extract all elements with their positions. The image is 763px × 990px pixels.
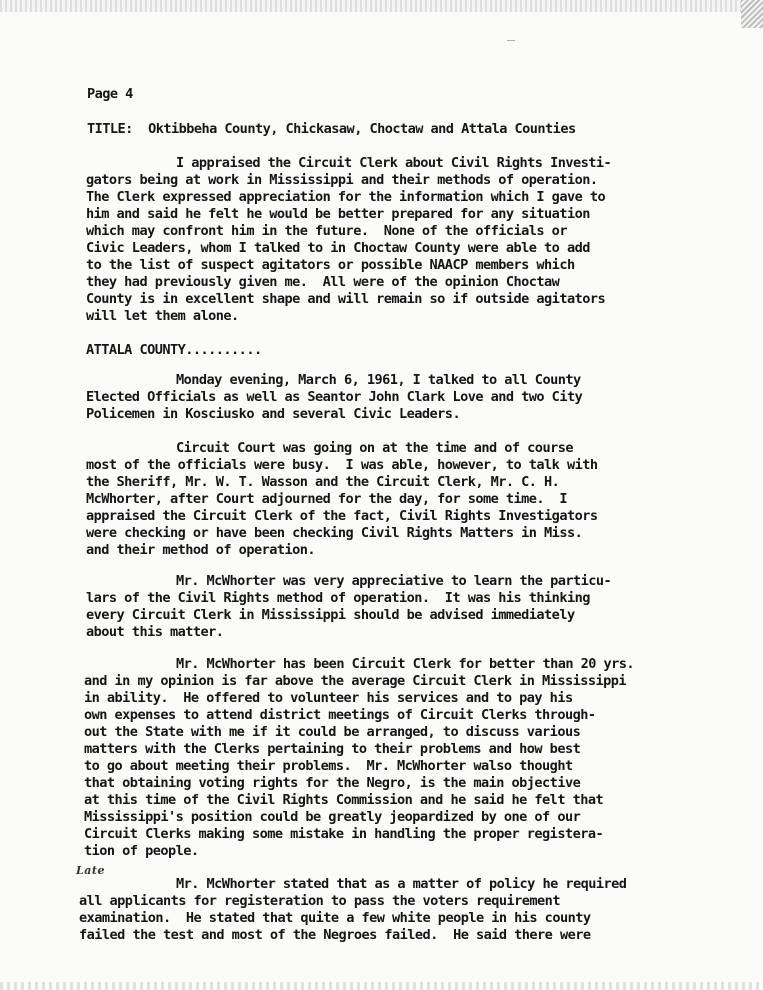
margin-note: Late xyxy=(76,864,105,877)
scan-corner-mark xyxy=(741,0,763,28)
scan-top-edge xyxy=(0,0,763,12)
text-line: appraised the Circuit Clerk of the fact, Civil Rights Investigators xyxy=(86,508,598,524)
text-line: Elected Officials as well as Seantor John Clark Love and two City xyxy=(86,389,583,405)
text-line: and their method of operation. xyxy=(86,542,316,558)
text-line: Monday evening, March 6, 1961, I talked to all County xyxy=(176,372,581,388)
text-line: tion of people. xyxy=(84,843,199,859)
text-line: most of the officials were busy. I was able, however, to talk with xyxy=(86,457,598,473)
text-line: out the State with me if it could be arranged, to discuss various xyxy=(84,724,581,740)
text-line: to the list of suspect agitators or possible NAACP members which xyxy=(86,257,575,273)
text-line: Mr. McWhorter stated that as a matter of policy he required xyxy=(176,876,627,892)
text-line: Mississippi's position could be greatly jeopardized by one of our xyxy=(84,809,581,825)
section-heading: ATTALA COUNTY.......... xyxy=(86,342,262,358)
text-line: that obtaining voting rights for the Negro, is the main objective xyxy=(84,775,581,791)
text-line: in ability. He offered to volunteer his services and to pay his xyxy=(84,690,573,706)
text-line: him and said he felt he would be better prepared for any situation xyxy=(86,206,590,222)
text-line: all applicants for registeration to pass the voters requirement xyxy=(79,893,560,909)
text-line: at this time of the Civil Rights Commission and he said he felt that xyxy=(84,792,604,808)
scan-speck xyxy=(507,40,515,41)
text-line: Mr. McWhorter was very appreciative to learn the particu- xyxy=(176,573,612,589)
text-line: matters with the Clerks pertaining to their problems and how best xyxy=(84,741,581,757)
text-line: Policemen in Kosciusko and several Civic Leaders. xyxy=(86,406,461,422)
text-line: gators being at work in Mississippi and their methods of operation. xyxy=(86,172,598,188)
text-line: they had previously given me. All were of the opinion Choctaw xyxy=(86,274,560,290)
page-label: Page 4 xyxy=(87,86,133,102)
text-line: I appraised the Circuit Clerk about Civil Rights Investi- xyxy=(176,155,612,171)
text-line: which may confront him in the future. None of the officials or xyxy=(86,223,567,239)
text-line: every Circuit Clerk in Mississippi should be advised immediately xyxy=(86,607,575,623)
text-line: Circuit Clerks making some mistake in handling the proper registera- xyxy=(84,826,604,842)
text-line: failed the test and most of the Negroes failed. He said there were xyxy=(79,927,591,943)
text-line: Mr. McWhorter has been Circuit Clerk for better than 20 yrs. xyxy=(176,656,635,672)
text-line: to go about meeting their problems. Mr. McWhorter walso thought xyxy=(84,758,573,774)
text-line: about this matter. xyxy=(86,624,224,640)
text-line: Circuit Court was going on at the time and of course xyxy=(176,440,573,456)
text-line: own expenses to attend district meetings of Circuit Clerks through- xyxy=(84,707,596,723)
text-line: will let them alone. xyxy=(86,308,239,324)
text-line: and in my opinion is far above the average Circuit Clerk in Mississippi xyxy=(84,673,627,689)
text-line: the Sheriff, Mr. W. T. Wasson and the Circuit Clerk, Mr. C. H. xyxy=(86,474,560,490)
text-line: examination. He stated that quite a few white people in his county xyxy=(79,910,591,926)
text-line: were checking or have been checking Civil Rights Matters in Miss. xyxy=(86,525,583,541)
text-line: McWhorter, after Court adjourned for the day, for some time. I xyxy=(86,491,567,507)
document-title: TITLE: Oktibbeha County, Chickasaw, Choctaw and Attala Counties xyxy=(87,121,576,137)
text-line: County is in excellent shape and will remain so if outside agitators xyxy=(86,291,606,307)
text-line: lars of the Civil Rights method of operation. It was his thinking xyxy=(86,590,590,606)
text-line: Civic Leaders, whom I talked to in Choctaw County were able to add xyxy=(86,240,590,256)
scan-bottom-edge xyxy=(0,982,763,990)
text-line: The Clerk expressed appreciation for the information which I gave to xyxy=(86,189,606,205)
